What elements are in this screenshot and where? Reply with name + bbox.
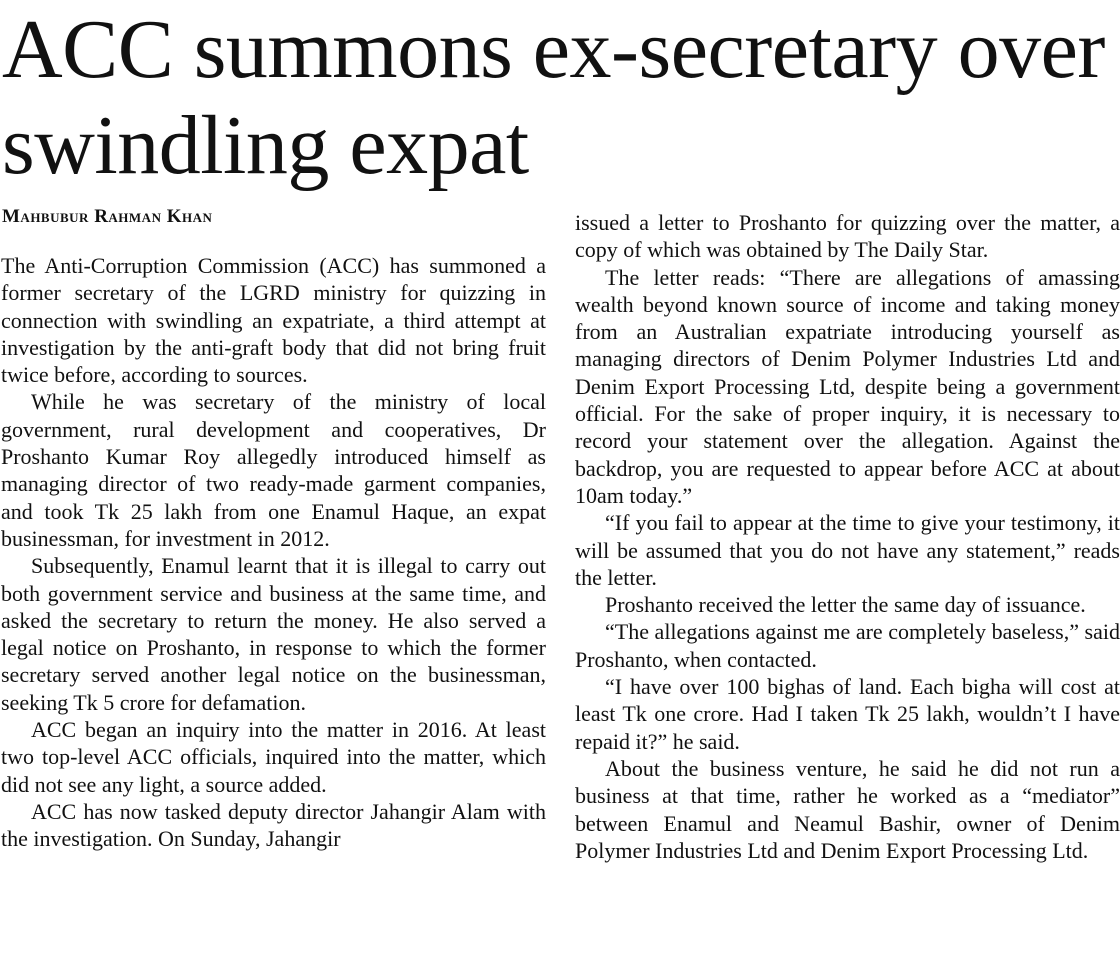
article-paragraph: “The allegations against me are completely baseless,” said Proshanto, when contacted. xyxy=(575,619,1120,672)
article-paragraph: “I have over 100 bighas of land. Each bigha will cost at least Tk one crore. Had I taken Tk 25 lakh, wouldn’t I have repaid it?” he said. xyxy=(575,674,1120,754)
article-paragraph: About the business venture, he said he did not run a business at that time, rather he worked as a “mediator” between Enamul and Neamul Bashir, owner of Denim Polymer Industries Ltd and Denim Export Processing Ltd. xyxy=(575,755,1120,863)
article-byline: Mahbubur Rahman Khan xyxy=(2,206,213,227)
article-paragraph: ACC has now tasked deputy director Jahangir Alam with the investigation. On Sunday, Jahangir xyxy=(1,798,546,852)
article-paragraph: While he was secretary of the ministry of local government, rural development and cooperatives, Dr Proshanto Kumar Roy allegedly introduced himself as managing director of two ready-made garment companies, and took Tk 25 lakh from one Enamul Haque, an expat businessman, for investment in 2012. xyxy=(1,389,546,551)
article-paragraph: Proshanto received the letter the same day of issuance. xyxy=(605,592,1086,618)
article-paragraph: The letter reads: “There are allegations of amassing wealth beyond known source of income and taking money from an Australian expatriate introducing yourself as managing directors of Denim Polymer Industries Ltd and Denim Export Processing Ltd, despite being a government official. For the sake of proper inquiry, it is necessary to record your statement over the allegation. Against the backdrop, you are requested to appear before ACC at about 10am today.” xyxy=(575,264,1120,508)
article-paragraph: “If you fail to appear at the time to give your testimony, it will be assumed that you do not have any statement,” reads the letter. xyxy=(575,510,1120,590)
article-column-left xyxy=(1,252,546,853)
article-column-right xyxy=(575,209,1120,864)
article-paragraph: issued a letter to Proshanto for quizzing over the matter, a copy of which was obtained by The Daily Star. xyxy=(575,210,1120,263)
article-paragraph: The Anti-Corruption Commission (ACC) has summoned a former secretary of the LGRD ministry for quizzing in connection with swindling an expatriate, a third attempt at investigation by the anti-graft body that did not bring fruit twice before, according to sources. xyxy=(1,253,546,388)
article-headline: ACC summons ex-secretary over swindling expat xyxy=(2,3,1105,192)
article-paragraph: ACC began an inquiry into the matter in 2016. At least two top-level ACC officials, inquired into the matter, which did not see any light, a source added. xyxy=(1,717,546,797)
article-paragraph: Subsequently, Enamul learnt that it is illegal to carry out both government service and business at the same time, and asked the secretary to return the money. He also served a legal notice on Proshanto, in response to which the former secretary served another legal notice on the businessman, seeking Tk 5 crore for defamation. xyxy=(1,553,546,715)
